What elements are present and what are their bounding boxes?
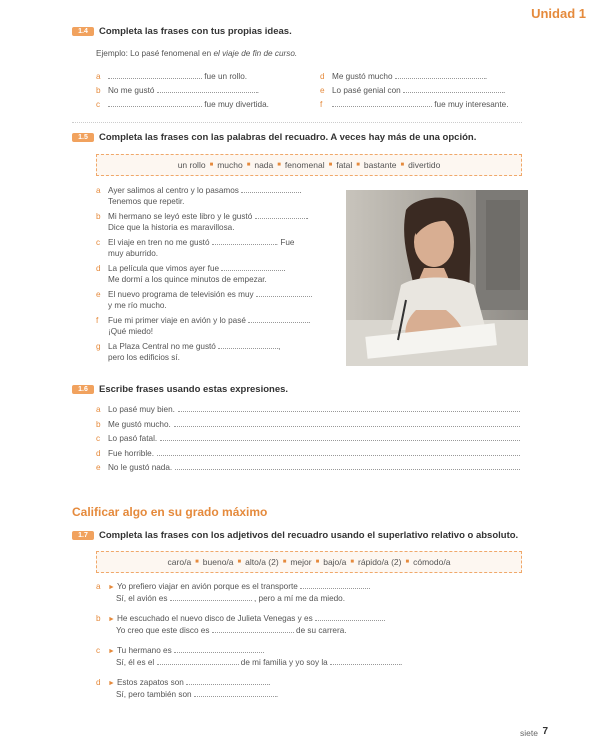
item-text-end: , xyxy=(278,342,281,351)
bullet-icon: ■ xyxy=(282,559,287,565)
blank-field[interactable] xyxy=(332,99,432,107)
blank-field[interactable] xyxy=(108,99,202,107)
blank-field[interactable] xyxy=(194,689,279,699)
exercise-instruction: Escribe frases usando estas expresiones. xyxy=(99,384,289,395)
item-continuation: pero los edificios sí. xyxy=(108,353,180,362)
item-continuation: y me río mucho. xyxy=(108,301,167,310)
blank-field[interactable] xyxy=(212,625,294,633)
item-letter: b xyxy=(96,86,101,95)
student-writing-photo xyxy=(346,190,528,366)
ex15-item-a xyxy=(96,185,346,207)
item-text-end: . xyxy=(256,86,259,95)
item-text: Fue horrible. xyxy=(108,448,154,458)
blank-field[interactable] xyxy=(160,433,520,441)
item-letter: f xyxy=(96,316,99,325)
ex17-item-a xyxy=(96,581,520,604)
word-chip: un rollo xyxy=(177,160,206,170)
bullet-icon: ■ xyxy=(277,162,281,168)
word-chip: caro/a xyxy=(167,557,192,567)
item-letter: b xyxy=(96,419,101,429)
blank-field[interactable] xyxy=(170,593,252,601)
ex16-item-e xyxy=(96,462,520,473)
divider xyxy=(72,122,522,123)
item-text-end: . xyxy=(299,186,302,195)
item-text-end: . xyxy=(308,316,311,325)
answer-text: Sí, él es el xyxy=(116,658,155,667)
blank-field[interactable] xyxy=(330,657,403,667)
blank-field[interactable] xyxy=(178,404,520,412)
word-chip: alto/a (2) xyxy=(245,557,279,567)
item-letter: c xyxy=(96,434,101,444)
section-title: Calificar algo en su grado máximo xyxy=(72,505,268,519)
ex17-item-b xyxy=(96,613,520,636)
ex16-item-d xyxy=(96,448,520,459)
word-chip: cómodo/a xyxy=(413,557,451,567)
ex15-item-g xyxy=(96,341,346,363)
item-text: El viaje en tren no me gustó xyxy=(108,238,210,247)
item-text: No le gustó nada. xyxy=(108,463,173,473)
ex14-item-c xyxy=(96,99,269,110)
example-prefix: Ejemplo: xyxy=(96,49,128,58)
ex14-item-e xyxy=(320,85,508,96)
ex14-item-f xyxy=(320,99,508,110)
ex14-item-b xyxy=(96,85,269,96)
word-chip: fenomenal xyxy=(284,160,325,170)
exercise-instruction: Completa las frases con las palabras del recuadro. A veces hay más de una opción. xyxy=(99,132,477,143)
unit-title: Unidad 1 xyxy=(531,6,586,21)
item-continuation: Tenemos que repetir. xyxy=(108,197,185,206)
blank-field[interactable] xyxy=(157,657,239,665)
item-letter: a xyxy=(96,72,101,81)
item-text: Ayer salimos al centro y lo pasamos xyxy=(108,186,239,195)
blank-field[interactable] xyxy=(212,237,276,245)
adjective-word-box xyxy=(96,551,522,573)
item-letter: a xyxy=(96,582,101,591)
item-text: Fue mi primer viaje en avión y lo pasé xyxy=(108,316,246,325)
item-text-end: . xyxy=(503,86,506,95)
answer-text: Sí, el avión es xyxy=(116,594,168,603)
item-letter: d xyxy=(96,448,101,458)
item-text-end: . Fue xyxy=(275,238,295,247)
item-letter: c xyxy=(96,100,101,109)
blank-field[interactable] xyxy=(300,581,370,589)
item-text: fue muy interesante. xyxy=(434,100,509,109)
item-continuation: Me dormí a los quince minutos de empezar. xyxy=(108,275,267,284)
word-chip: mucho xyxy=(217,160,243,170)
blank-field[interactable] xyxy=(221,263,286,273)
ex16-item-a xyxy=(96,404,520,415)
blank-field[interactable] xyxy=(218,341,281,351)
item-letter: a xyxy=(96,405,101,414)
blank-field[interactable] xyxy=(395,71,488,81)
exercise-1-6-header xyxy=(72,384,288,395)
bullet-icon: ■ xyxy=(195,559,199,565)
ex16-item-list xyxy=(96,404,520,477)
exercise-number: 1.5 xyxy=(72,133,94,142)
blank-field[interactable] xyxy=(403,85,506,95)
word-chip: rápido/a (2) xyxy=(358,557,402,567)
exercise-instruction: Completa las frases con tus propias ideas. xyxy=(99,26,292,37)
exercise-number: 1.7 xyxy=(72,531,94,540)
item-letter: c xyxy=(96,646,101,655)
ex15-item-b xyxy=(96,211,346,233)
item-text-end: . xyxy=(283,264,286,273)
ex14-left-column xyxy=(96,71,269,110)
item-letter: d xyxy=(96,264,101,273)
question-text: Tu hermano es xyxy=(116,646,172,655)
item-text: Lo pasé muy bien. xyxy=(108,405,175,414)
bullet-icon: ■ xyxy=(209,162,214,168)
page-word: siete xyxy=(520,728,538,738)
blank-field[interactable] xyxy=(157,85,257,93)
word-chip: fatal xyxy=(336,160,353,170)
ex14-right-column xyxy=(320,71,508,110)
bullet-icon: ■ xyxy=(237,559,242,565)
ex15-item-c xyxy=(96,237,346,259)
item-text: Lo pasé genial con xyxy=(332,86,401,95)
item-continuation: muy aburrido. xyxy=(108,249,159,258)
item-text: fue muy divertida. xyxy=(204,100,269,109)
ex15-item-list xyxy=(96,185,346,367)
answer-text-mid: , pero a mí me da miedo. xyxy=(254,594,346,603)
ex14-item-a xyxy=(96,71,269,82)
item-text: Me gustó mucho xyxy=(332,72,393,81)
item-letter: b xyxy=(96,212,101,221)
answer-text-mid: de su carrera. xyxy=(296,626,347,635)
answer-text: Sí, pero también son xyxy=(116,690,192,699)
item-text: La Plaza Central no me gustó xyxy=(108,342,216,351)
ex16-item-c xyxy=(96,433,520,444)
exercise-1-5-header xyxy=(72,132,476,143)
answer-end: . xyxy=(400,658,403,667)
item-text-end: . xyxy=(306,212,309,221)
ex15-item-f xyxy=(96,315,346,337)
example-text: Lo pasé fenomenal en xyxy=(127,49,214,58)
word-chip: mejor xyxy=(290,557,312,567)
item-letter: g xyxy=(96,342,101,351)
item-text: El nuevo programa de televisión es muy xyxy=(108,290,254,299)
item-letter: a xyxy=(96,186,101,195)
question-end: . xyxy=(268,678,271,687)
blank-field[interactable] xyxy=(174,645,264,653)
bullet-icon: ■ xyxy=(328,162,333,168)
blank-field[interactable] xyxy=(186,677,271,687)
exercise-number: 1.6 xyxy=(72,385,94,394)
speaker-arrow-icon: ► xyxy=(108,680,115,687)
ex16-item-b xyxy=(96,419,520,430)
question-text: Yo prefiero viajar en avión porque es el transporte xyxy=(116,582,298,591)
blank-field[interactable] xyxy=(255,211,307,219)
photo-illustration xyxy=(346,190,528,366)
word-chip: bajo/a xyxy=(323,557,347,567)
item-letter: d xyxy=(320,72,325,81)
exercise-1-7-header xyxy=(72,530,518,541)
speaker-arrow-icon: ► xyxy=(108,616,115,623)
blank-field[interactable] xyxy=(174,419,520,427)
ex17-item-c xyxy=(96,645,520,668)
word-chip: bastante xyxy=(363,160,397,170)
bullet-icon: ■ xyxy=(246,162,251,168)
item-letter: f xyxy=(320,100,323,109)
item-continuation: ¡Qué miedo! xyxy=(108,327,154,336)
ex15-item-e xyxy=(96,289,346,311)
ex17-dialogue-list xyxy=(96,581,520,709)
ex14-item-d xyxy=(320,71,508,82)
blank-field[interactable] xyxy=(315,613,385,621)
item-letter: c xyxy=(96,238,101,247)
bullet-icon: ■ xyxy=(405,559,410,565)
exercise-1-4-header xyxy=(72,26,292,37)
item-letter: e xyxy=(96,463,101,473)
word-box xyxy=(96,154,522,176)
answer-text-mid: de mi familia y yo soy la xyxy=(240,658,328,667)
blank-field[interactable] xyxy=(248,315,311,325)
item-text: Lo pasó fatal. xyxy=(108,434,158,444)
blank-field[interactable] xyxy=(256,289,312,297)
speaker-arrow-icon: ► xyxy=(108,584,115,591)
item-text: Mi hermano se leyó este libro y le gustó xyxy=(108,212,253,221)
exercise-number: 1.4 xyxy=(72,27,94,36)
item-letter: d xyxy=(96,678,101,687)
item-text: fue un rollo. xyxy=(204,72,248,81)
exercise-instruction: Completa las frases con los adjetivos del recuadro usando el superlativo relativo o absoluto. xyxy=(99,530,519,541)
item-text-end: . xyxy=(484,72,488,81)
blank-field[interactable] xyxy=(175,462,520,470)
example-line xyxy=(96,48,297,59)
bullet-icon: ■ xyxy=(315,559,320,565)
item-letter: e xyxy=(320,86,325,95)
item-text: No me gustó xyxy=(108,86,155,95)
blank-field[interactable] xyxy=(157,448,520,456)
item-continuation: Dice que la historia es maravillosa. xyxy=(108,223,235,232)
speaker-arrow-icon: ► xyxy=(108,648,115,655)
question-text: He escuchado el nuevo disco de Julieta Venegas y es xyxy=(116,614,313,623)
blank-field[interactable] xyxy=(241,185,302,195)
ex17-item-d xyxy=(96,677,520,700)
bullet-icon: ■ xyxy=(350,559,355,565)
answer-end: . xyxy=(275,690,279,699)
item-text: Me gustó mucho. xyxy=(108,419,171,429)
item-text: La película que vimos ayer fue xyxy=(108,264,220,273)
question-text: Estos zapatos son xyxy=(116,678,184,687)
bullet-icon: ■ xyxy=(356,162,360,168)
word-chip: bueno/a xyxy=(202,557,234,567)
item-letter: e xyxy=(96,290,101,299)
bullet-icon: ■ xyxy=(400,162,405,168)
page-number: 7 xyxy=(542,726,548,737)
ex15-item-d xyxy=(96,263,346,285)
example-italic: el viaje de fin de curso. xyxy=(213,49,298,58)
item-letter: b xyxy=(96,614,101,623)
word-chip: nada xyxy=(254,160,274,170)
blank-field[interactable] xyxy=(108,71,202,79)
answer-text: Yo creo que este disco es xyxy=(116,626,210,635)
word-chip: divertido xyxy=(408,160,441,170)
